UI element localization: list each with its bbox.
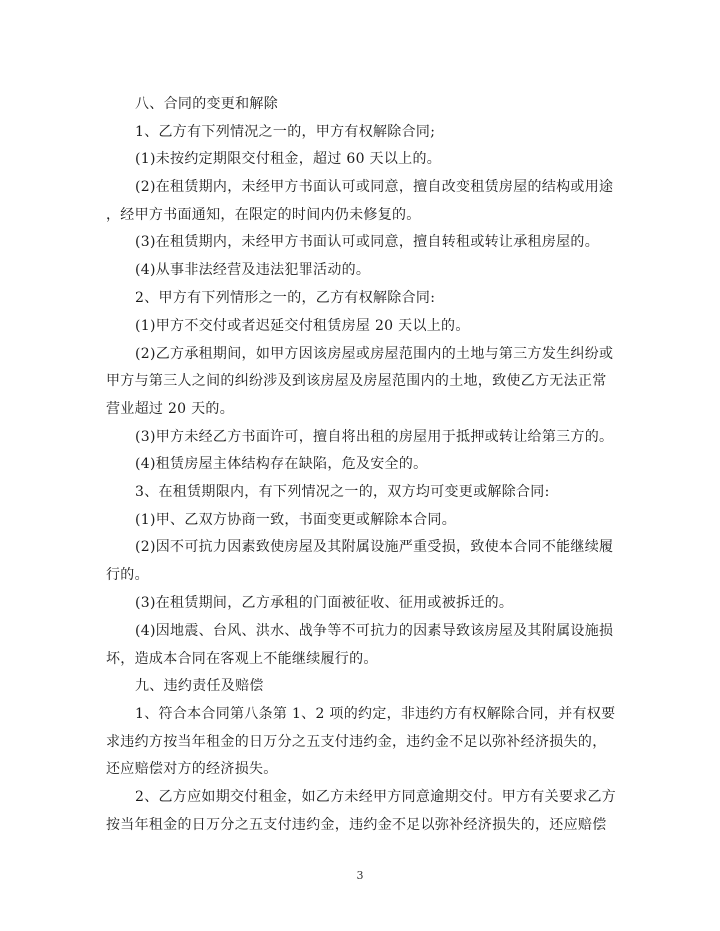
paragraph-line: 营业超过 20 天的。 — [106, 401, 235, 417]
paragraph-line: (3)在租赁期内，未经甲方书面认可或同意，擅自转租或转让承租房屋的。 — [135, 234, 600, 250]
paragraph-line: (2)在租赁期内，未经甲方书面认可或同意，擅自改变租赁房屋的结构或用途 — [135, 179, 614, 195]
paragraph-line: 求违约方按当年租金的日万分之五支付违约金，违约金不足以弥补经济损失的， — [106, 734, 607, 750]
section-heading-8: 八、合同的变更和解除 — [135, 96, 278, 112]
paragraph-line: (4)从事非法经营及违法犯罪活动的。 — [135, 262, 371, 278]
paragraph-line: 还应赔偿对方的经济损失。 — [106, 761, 278, 777]
paragraph-line: 1、乙方有下列情况之一的，甲方有权解除合同; — [135, 124, 436, 140]
paragraph-line: (1)甲、乙双方协商一致，书面变更或解除本合同。 — [135, 512, 457, 528]
paragraph-line: (3)甲方未经乙方书面许可，擅自将出租的房屋用于抵押或转让给第三方的。 — [135, 429, 614, 445]
section-heading-9: 九、违约责任及赔偿 — [135, 678, 264, 694]
paragraph-line: (1)甲方不交付或者迟延交付租赁房屋 20 天以上的。 — [135, 318, 470, 334]
paragraph-line: 甲方与第三人之间的纠纷涉及到该房屋及房屋范围内的土地，致使乙方无法正常 — [106, 373, 607, 389]
paragraph-line: (4)租赁房屋主体结构存在缺陷，危及安全的。 — [135, 456, 428, 472]
page-number: 3 — [356, 869, 364, 882]
paragraph-line: (4)因地震、台风、洪水、战争等不可抗力的因素导致该房屋及其附属设施损 — [135, 623, 614, 639]
paragraph-line: 3、在租赁期限内，有下列情况之一的，双方均可变更或解除合同: — [135, 484, 550, 500]
paragraph-line: (2)因不可抗力因素致使房屋及其附属设施严重受损，致使本合同不能继续履 — [135, 539, 614, 555]
paragraph-line: 1、符合本合同第八条第 1、2 项的约定，非违约方有权解除合同，并有权要 — [135, 706, 616, 722]
paragraph-line: (3)在租赁期间，乙方承租的门面被征收、征用或被拆迁的。 — [135, 595, 514, 611]
paragraph-line: 2、甲方有下列情形之一的，乙方有权解除合同: — [135, 290, 436, 306]
paragraph-line: (2)乙方承租期间，如甲方因该房屋或房屋范围内的土地与第三方发生纠纷或 — [135, 346, 614, 362]
paragraph-line: 按当年租金的日万分之五支付违约金，违约金不足以弥补经济损失的，还应赔偿 — [106, 817, 607, 833]
paragraph-line: (1)未按约定期限交付租金，超过 60 天以上的。 — [135, 151, 442, 167]
paragraph-line: 坏，造成本合同在客观上不能继续履行的。 — [106, 651, 378, 667]
paragraph-line: 2、乙方应如期交付租金，如乙方未经甲方同意逾期交付。甲方有关要求乙方 — [135, 789, 617, 805]
paragraph-line: ，经甲方书面通知，在限定的时间内仍未修复的。 — [106, 207, 421, 223]
paragraph-line: 行的。 — [106, 567, 149, 583]
